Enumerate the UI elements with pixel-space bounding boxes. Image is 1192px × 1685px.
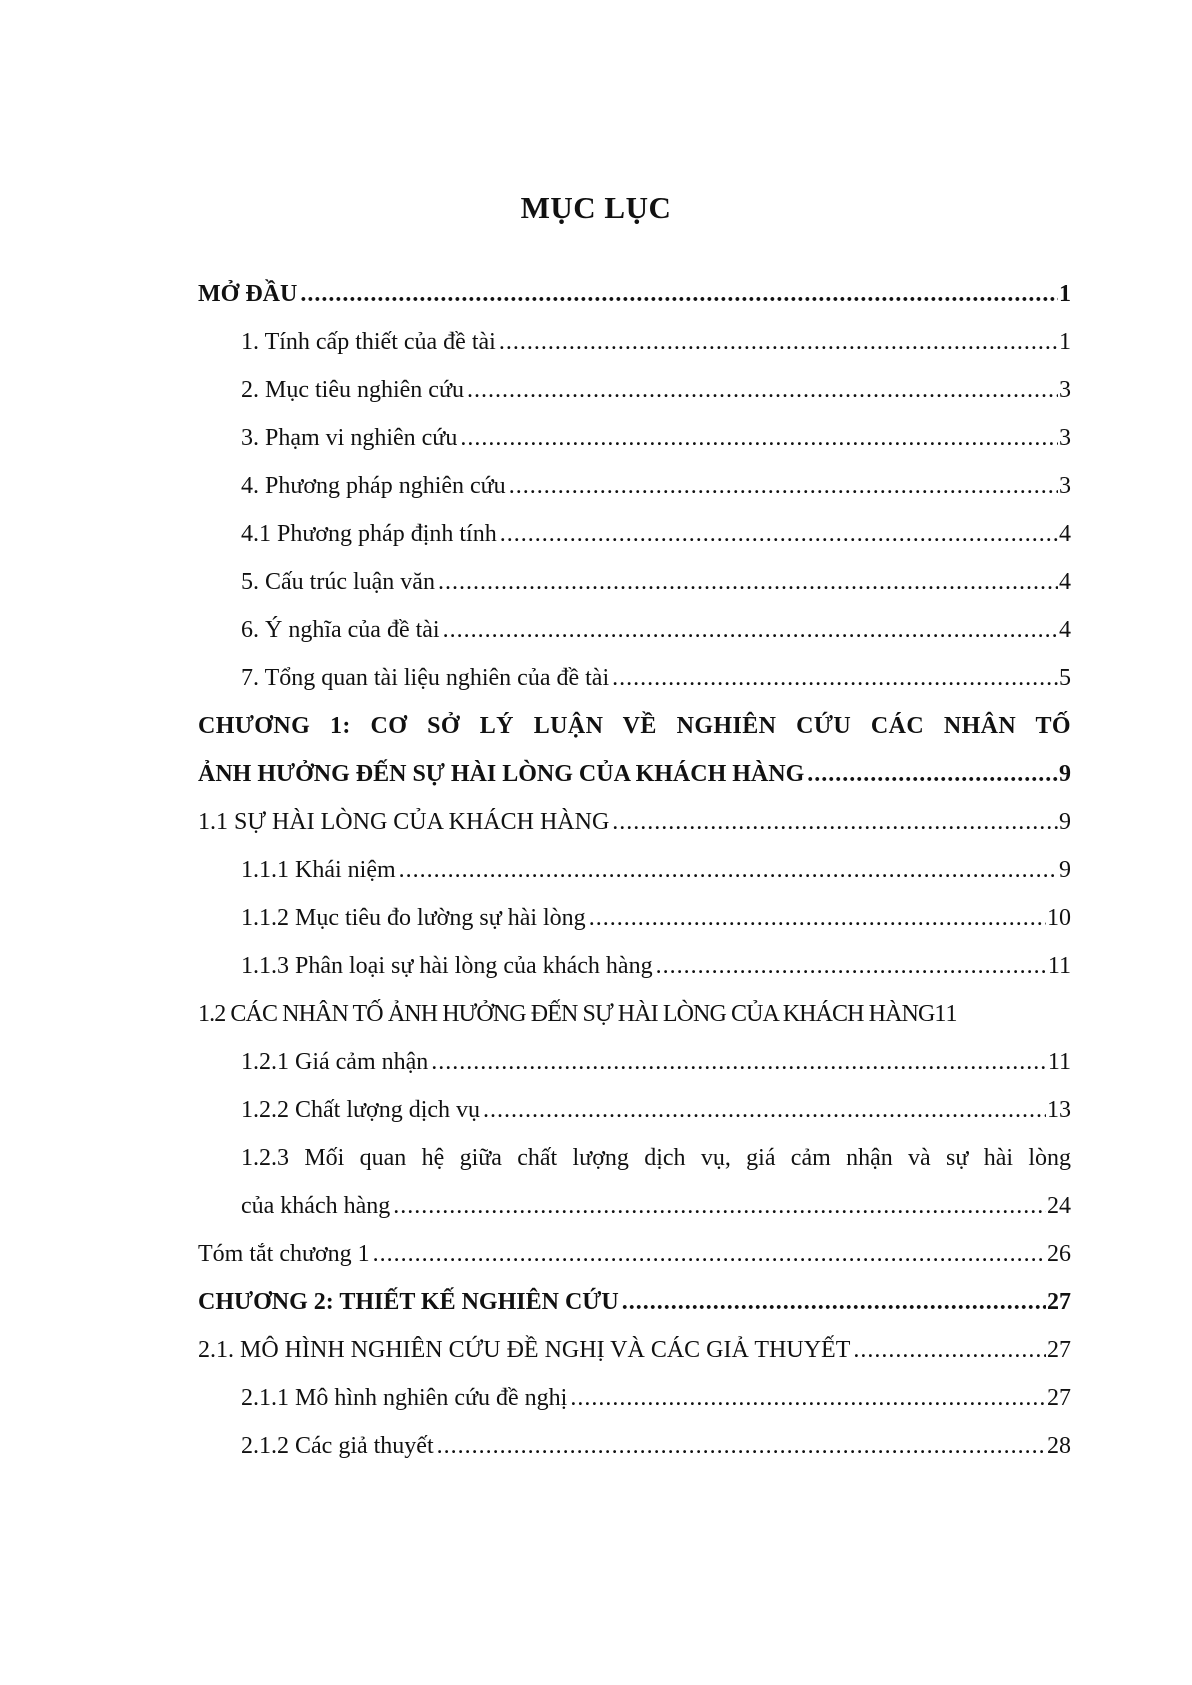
dot-leader (807, 750, 1058, 798)
toc-entry-text: 2.1.2 Các giả thuyết (241, 1433, 434, 1459)
toc-entry-y-nghia[interactable] (198, 606, 1071, 654)
toc-entry-phuong-phap[interactable] (198, 462, 1071, 510)
toc-entry-text: 1.1 SỰ HÀI LÒNG CỦA KHÁCH HÀNG (198, 809, 610, 835)
toc-entry-mo-dau[interactable] (198, 270, 1071, 318)
toc-entry-text: 1. Tính cấp thiết của đề tài (241, 329, 496, 355)
toc-entry-text: 7. Tổng quan tài liệu nghiên của đề tài (241, 665, 610, 691)
toc-page-number: 24 (1047, 1193, 1071, 1219)
toc-page-number: 9 (1059, 761, 1071, 787)
toc-entry-text: Tóm tắt chương 1 (198, 1241, 370, 1267)
toc-entry-text: 5. Cấu trúc luận văn (241, 569, 435, 595)
toc-entry-1-2-1[interactable] (198, 1038, 1071, 1086)
dot-leader (622, 1278, 1046, 1326)
dot-leader (853, 1326, 1046, 1374)
toc-page-number: 27 (1047, 1385, 1071, 1411)
toc-entry-tong-quan[interactable] (198, 654, 1071, 702)
toc-entry-1-1-2[interactable] (198, 894, 1071, 942)
dot-leader (431, 1038, 1047, 1086)
toc-page-number: 11 (934, 1001, 958, 1027)
dot-leader (467, 366, 1058, 414)
toc-entry-text: 1.1.2 Mục tiêu đo lường sự hài lòng (241, 905, 586, 931)
toc-entry-text: 3. Phạm vi nghiên cứu (241, 425, 458, 451)
dot-leader (393, 1182, 1046, 1230)
toc-page-number: 1 (1059, 329, 1071, 355)
dot-leader (570, 1374, 1046, 1422)
toc-entry-text: 2.1. MÔ HÌNH NGHIÊN CỨU ĐỀ NGHỊ VÀ CÁC GIẢ THUYẾT (198, 1337, 851, 1363)
dot-leader (300, 270, 1058, 318)
toc-entry-muc-tieu[interactable] (198, 366, 1071, 414)
toc-page-number: 3 (1059, 425, 1071, 451)
toc-entry-text: 1.1.3 Phân loại sự hài lòng của khách hàng (241, 953, 653, 979)
toc-entry-1-1-1[interactable] (198, 846, 1071, 894)
dot-leader (612, 798, 1058, 846)
toc-page-number: 3 (1059, 473, 1071, 499)
toc-entry-dinh-tinh[interactable] (198, 510, 1071, 558)
dot-leader (483, 1086, 1046, 1134)
dot-leader (589, 894, 1046, 942)
toc-entry-cau-truc[interactable] (198, 558, 1071, 606)
dot-leader (460, 414, 1058, 462)
toc-entry-pham-vi[interactable] (198, 414, 1071, 462)
toc-page-number: 10 (1047, 905, 1071, 931)
dot-leader (656, 942, 1047, 990)
dot-leader (373, 1230, 1046, 1278)
toc-page-number: 4 (1059, 569, 1071, 595)
toc-entry-text: 4. Phương pháp nghiên cứu (241, 473, 506, 499)
toc-page-number: 5 (1059, 665, 1071, 691)
toc-entry-tinh-cap-thiet[interactable] (198, 318, 1071, 366)
toc-title: MỤC LỤC (520, 190, 672, 225)
dot-leader (499, 318, 1058, 366)
toc-entry-text: 2.1.1 Mô hình nghiên cứu đề nghị (241, 1385, 568, 1411)
toc-entry-text-line1: 1.2.3 Mối quan hệ giữa chất lượng dịch vụ, giá cảm nhận và sự hài lòng (241, 1145, 1071, 1171)
toc-entry-1-1-3[interactable] (198, 942, 1071, 990)
toc-entry-text: 1.2.2 Chất lượng dịch vụ (241, 1097, 481, 1123)
toc-entry-text-line1: CHƯƠNG 1: CƠ SỞ LÝ LUẬN VỀ NGHIÊN CỨU CÁC NHÂN TỐ (198, 713, 1071, 739)
toc-entry-2-1-1[interactable] (198, 1374, 1071, 1422)
toc-entry-tom-tat-1[interactable] (198, 1230, 1071, 1278)
toc-page-number: 9 (1059, 857, 1071, 883)
dot-leader (500, 510, 1058, 558)
dot-leader (399, 846, 1058, 894)
toc-entry-chuong-1[interactable] (198, 702, 1071, 798)
toc-page-number: 11 (1047, 953, 1071, 979)
toc-entry-1-2[interactable] (198, 990, 1071, 1038)
toc-page-number: 13 (1047, 1097, 1071, 1123)
toc-page-number: 1 (1059, 281, 1071, 307)
table-of-contents (198, 270, 1071, 1470)
toc-page-number: 3 (1059, 377, 1071, 403)
toc-page-number: 4 (1059, 617, 1071, 643)
toc-page-number: 9 (1059, 809, 1071, 835)
toc-page-number: 27 (1047, 1337, 1071, 1363)
toc-page-number: 11 (1047, 1049, 1071, 1075)
toc-entry-text: 2. Mục tiêu nghiên cứu (241, 377, 464, 403)
toc-entry-1-1[interactable] (198, 798, 1071, 846)
dot-leader (443, 606, 1058, 654)
toc-page-number: 4 (1059, 521, 1071, 547)
toc-entry-text: 6. Ý nghĩa của đề tài (241, 617, 440, 643)
toc-page-number: 26 (1047, 1241, 1071, 1267)
toc-entry-text: 1.1.1 Khái niệm (241, 857, 396, 883)
toc-entry-text: của khách hàng (241, 1193, 391, 1219)
dot-leader (438, 558, 1058, 606)
toc-entry-1-2-3[interactable] (198, 1134, 1071, 1230)
toc-entry-chuong-2[interactable] (198, 1278, 1071, 1326)
toc-entry-2-1-2[interactable] (198, 1422, 1071, 1470)
toc-page-number: 28 (1047, 1433, 1071, 1459)
toc-entry-text: 1.2 CÁC NHÂN TỐ ẢNH HƯỞNG ĐẾN SỰ HÀI LÒNG CỦA KHÁCH HÀNG (198, 1001, 935, 1027)
toc-entry-text: MỞ ĐẦU (198, 281, 298, 307)
toc-entry-text: 4.1 Phương pháp định tính (241, 521, 497, 547)
dot-leader (437, 1422, 1046, 1470)
toc-entry-2-1[interactable] (198, 1326, 1071, 1374)
dot-leader (509, 462, 1058, 510)
toc-page-number: 27 (1047, 1289, 1071, 1315)
dot-leader (612, 654, 1058, 702)
toc-entry-1-2-2[interactable] (198, 1086, 1071, 1134)
toc-entry-text: 1.2.1 Giá cảm nhận (241, 1049, 429, 1075)
toc-entry-text: CHƯƠNG 2: THIẾT KẾ NGHIÊN CỨU (198, 1289, 619, 1315)
toc-entry-text: ẢNH HƯỞNG ĐẾN SỰ HÀI LÒNG CỦA KHÁCH HÀNG (198, 761, 805, 787)
